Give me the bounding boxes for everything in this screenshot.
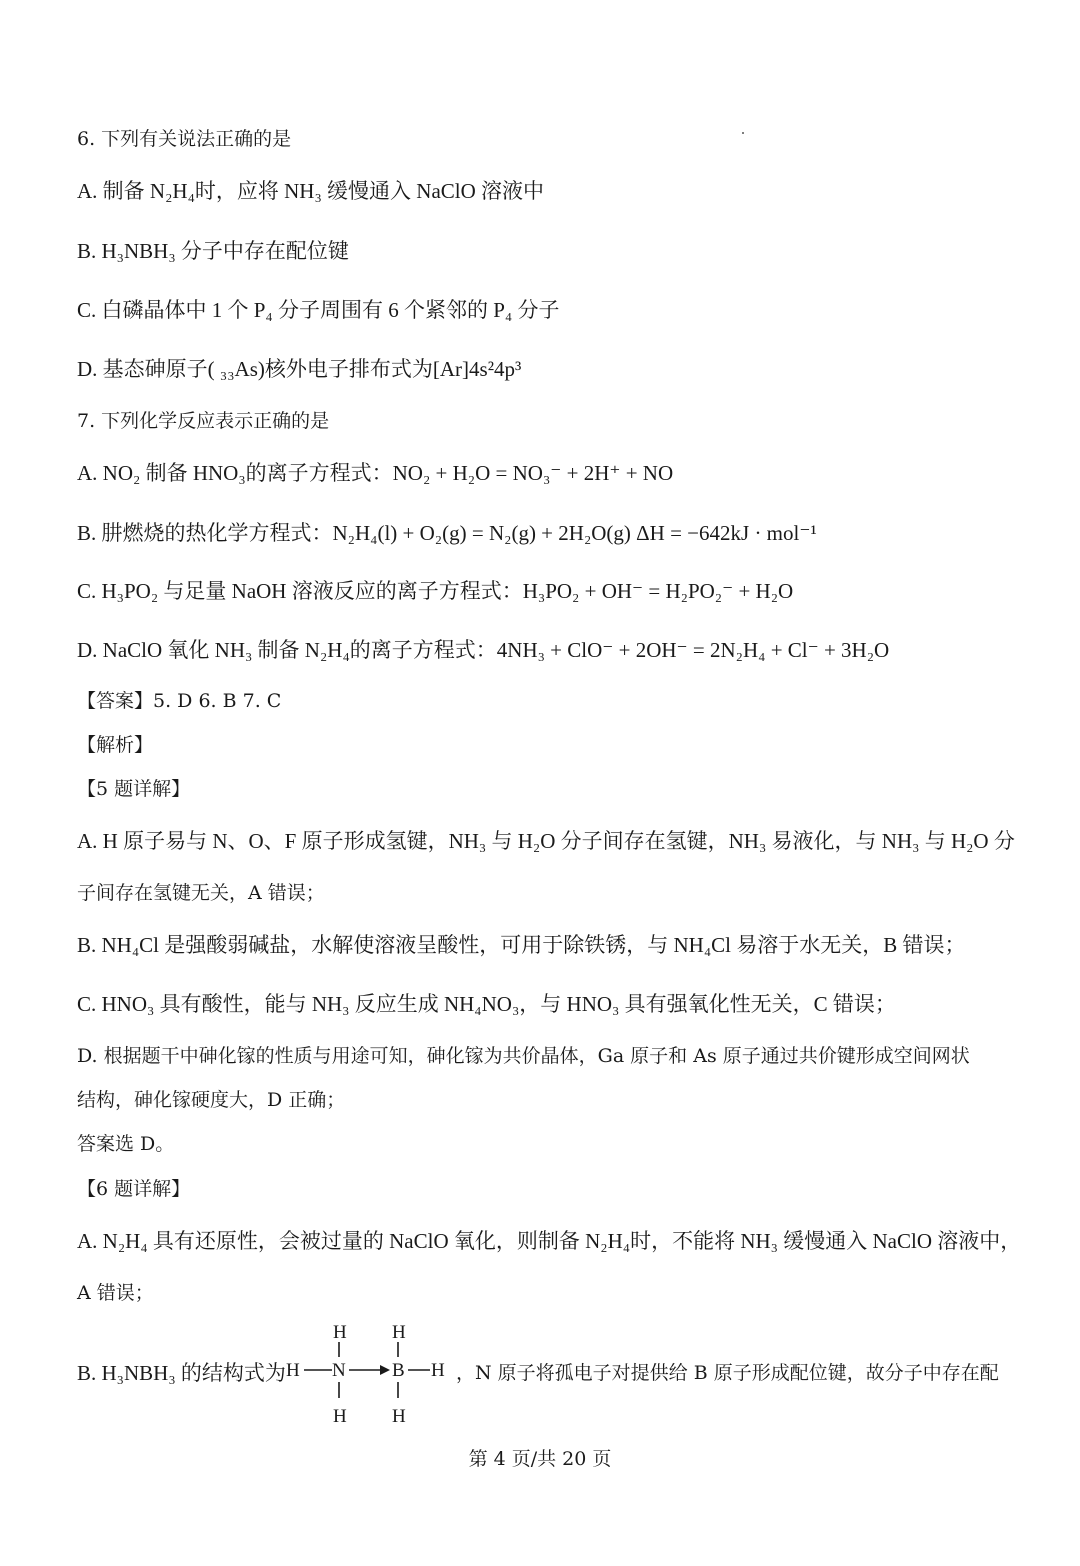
atom-h-left: H [286, 1360, 300, 1381]
q7-option-a: A. NO₂ 制备 HNO₃的离子方程式：NO₂ + H₂O = NO₃⁻ + 2H⁺ + NO [77, 461, 674, 485]
q5-detail-conclusion: 答案选 D。 [77, 1133, 175, 1155]
h3nbh3-structural-formula [286, 1318, 456, 1428]
q6-detail-b-suffix: ，N 原子将孤电子对提供给 B 原子形成配位键，故分子中存在配 [456, 1362, 999, 1384]
q6-option-c: C. 白磷晶体中 1 个 P₄ 分子周围有 6 个紧邻的 P₄ 分子 [77, 298, 560, 322]
q5-detail-a-line1: A. H 原子易与 N、O、F 原子形成氢键，NH₃ 与 H₂O 分子间存在氢键，NH₃ 易液化，与 NH₃ 与 H₂O 分 [77, 829, 1015, 853]
q6-option-b: B. H₃NBH₃ 分子中存在配位键 [77, 239, 349, 263]
q5-detail-d-line2: 结构，砷化镓硬度大，D 正确； [77, 1089, 346, 1111]
q6-option-a: A. 制备 N₂H₄时，应将 NH₃ 缓慢通入 NaClO 溶液中 [77, 179, 545, 203]
atom-n-bottom-h: H [333, 1406, 347, 1427]
q6-detail-a-line1: A. N₂H₄ 具有还原性，会被过量的 NaClO 氧化，则制备 N₂H₄时，不能将 NH₃ 缓慢通入 NaClO 溶液中， [77, 1229, 1022, 1253]
q5-detail-d-line1: D. 根据题干中砷化镓的性质与用途可知，砷化镓为共价晶体，Ga 原子和 As 原子通过共价键形成空间网状 [77, 1045, 970, 1067]
q5-detail-a-line2: 子间存在氢键无关，A 错误； [77, 882, 325, 904]
atom-n-top-h: H [333, 1322, 347, 1343]
structure-svg [286, 1318, 456, 1428]
atom-n: N [332, 1360, 346, 1381]
q7-option-b: B. 肼燃烧的热化学方程式：N₂H₄(l) + O₂(g) = N₂(g) + 2H₂O(g) ΔH = −642kJ · mol⁻¹ [77, 521, 817, 545]
atom-b-top-h: H [392, 1322, 406, 1343]
q5-detail-c: C. HNO₃ 具有酸性，能与 NH₃ 反应生成 NH₄NO₃，与 HNO₃ 具有强氧化性无关，C 错误； [77, 992, 896, 1016]
answer-line: 【答案】5. D 6. B 7. C [77, 690, 282, 712]
q7-title: 7. 下列化学反应表示正确的是 [77, 410, 330, 432]
q6-detail-a-line2: A 错误； [77, 1282, 154, 1304]
q6-option-d: D. 基态砷原子( ₃₃As)核外电子排布式为[Ar]4s²4p³ [77, 357, 522, 381]
page-footer: 第 4 页/共 20 页 [468, 1448, 612, 1470]
analysis-label: 【解析】 [77, 734, 154, 756]
q7-option-d: D. NaClO 氧化 NH₃ 制备 N₂H₄的离子方程式：4NH₃ + ClO⁻ + 2OH⁻ = 2N₂H₄ + Cl⁻ + 3H₂O [77, 638, 890, 662]
atom-h-right: H [431, 1360, 445, 1381]
q6-detail-label: 【6 题详解】 [77, 1178, 191, 1200]
q5-detail-b: B. NH₄Cl 是强酸弱碱盐，水解使溶液呈酸性，可用于除铁锈，与 NH₄Cl 易溶于水无关，B 错误； [77, 933, 966, 957]
atom-b-bottom-h: H [392, 1406, 406, 1427]
q6-detail-b-prefix: B. H₃NBH₃ 的结构式为 [77, 1361, 286, 1385]
arrow-head [380, 1365, 390, 1375]
atom-b: B [392, 1360, 405, 1381]
q7-option-c: C. H₃PO₂ 与足量 NaOH 溶液反应的离子方程式：H₃PO₂ + OH⁻ = H₂PO₂⁻ + H₂O [77, 579, 794, 603]
q6-title: 6. 下列有关说法正确的是 [77, 128, 292, 150]
q5-detail-label: 【5 题详解】 [77, 778, 191, 800]
